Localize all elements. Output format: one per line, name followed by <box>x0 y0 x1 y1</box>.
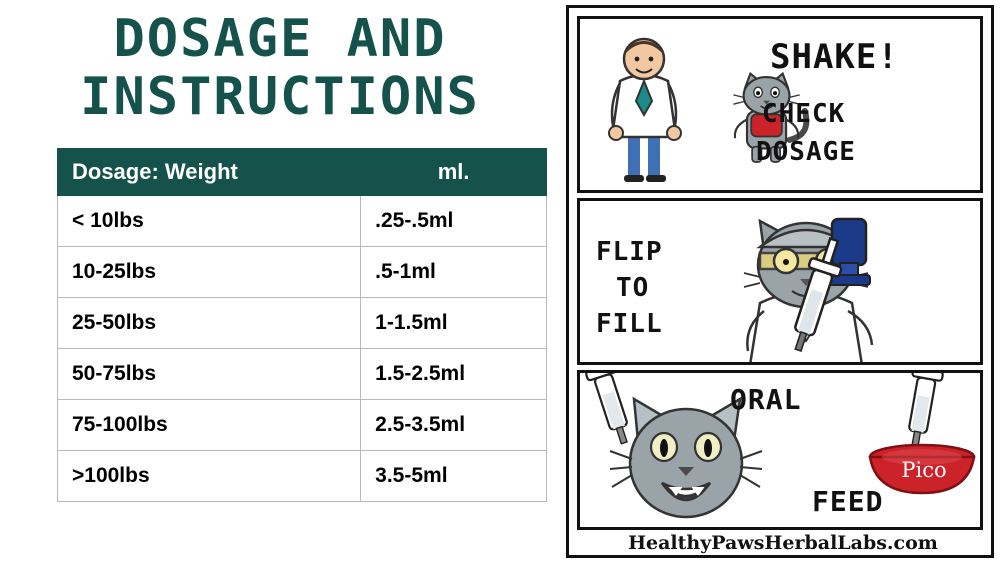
table-row <box>58 349 547 400</box>
cell-ml: 2.5-3.5ml <box>361 400 547 451</box>
cell-ml: .5-1ml <box>361 247 547 298</box>
panel2-fill-text: FILL <box>596 309 663 339</box>
cell-weight: 25-50lbs <box>58 298 361 349</box>
cell-ml: 1-1.5ml <box>361 298 547 349</box>
page-title <box>0 10 560 126</box>
cell-ml: 1.5-2.5ml <box>361 349 547 400</box>
panel2-flip-text: FLIP <box>596 237 663 267</box>
comic-panel-shake <box>577 16 983 193</box>
website-url: HealthyPawsHerbalLabs.com <box>628 532 938 554</box>
dosage-table <box>57 148 547 502</box>
syringe-icon <box>580 373 638 447</box>
bowl-label: Pico <box>901 458 947 482</box>
panel1-shake-text: SHAKE! <box>770 37 899 77</box>
table-row <box>58 196 547 247</box>
panel1-check-text: CHECK <box>762 99 846 129</box>
panel1-dosage-text: DOSAGE <box>756 137 856 167</box>
table-row <box>58 451 547 502</box>
syringe-icon <box>900 373 947 450</box>
panel3-feed-text: FEED <box>812 485 884 518</box>
table-row <box>58 400 547 451</box>
cell-weight: 75-100lbs <box>58 400 361 451</box>
table-row <box>58 298 547 349</box>
column-header-ml: ml. <box>361 149 547 196</box>
cell-weight: >100lbs <box>58 451 361 502</box>
cell-ml: .25-.5ml <box>361 196 547 247</box>
column-header-weight: Dosage: Weight <box>58 149 361 196</box>
panel2-to-text: TO <box>616 273 650 303</box>
panel3-oral-text: ORAL <box>730 383 802 416</box>
page-title-line-2: INSTRUCTIONS <box>80 67 480 127</box>
comic-panel-flip-to-fill <box>577 198 983 365</box>
page-title-line-1: DOSAGE AND <box>113 9 447 69</box>
cell-weight: 50-75lbs <box>58 349 361 400</box>
table-header-row <box>58 149 547 196</box>
cell-weight: < 10lbs <box>58 196 361 247</box>
cell-weight: 10-25lbs <box>58 247 361 298</box>
comic-panel-oral-feed <box>577 370 983 530</box>
cell-ml: 3.5-5ml <box>361 451 547 502</box>
instructions-comic <box>566 5 994 558</box>
table-row <box>58 247 547 298</box>
